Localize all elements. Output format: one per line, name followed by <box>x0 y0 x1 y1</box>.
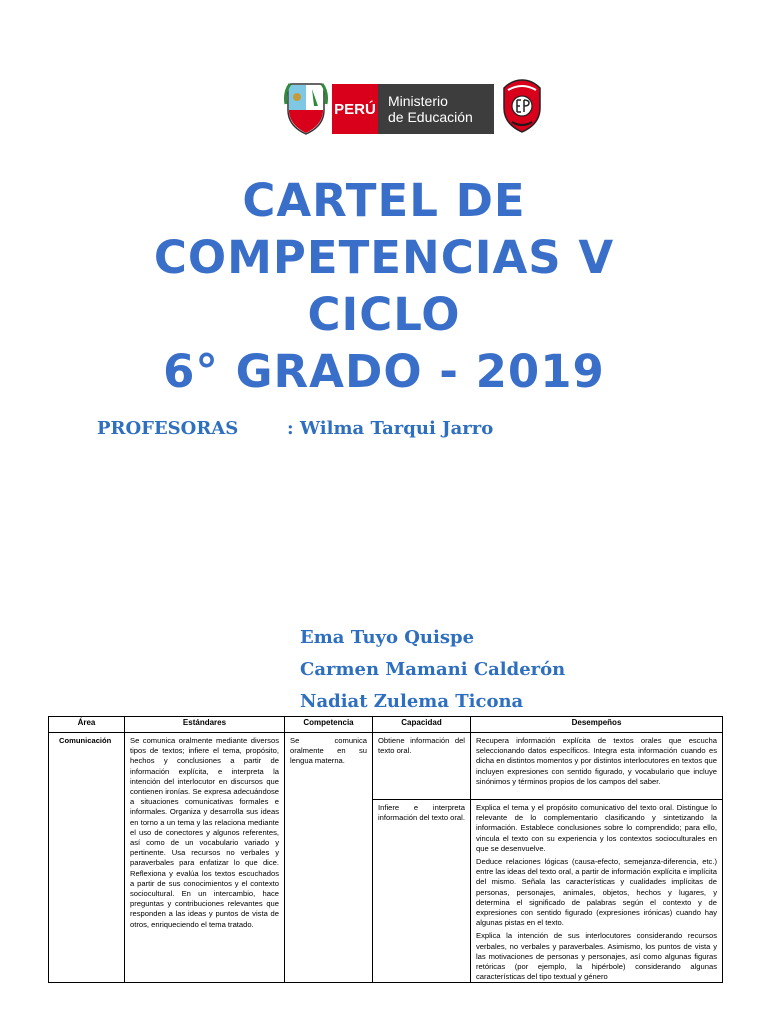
ministerio-logo-line1: Ministerio <box>388 93 448 109</box>
title-line-2: COMPETENCIAS V <box>153 231 615 284</box>
cell-capacidad-2: Infiere e interpreta información del texto oral. <box>373 800 471 983</box>
peru-coat-of-arms-icon <box>284 80 328 136</box>
desempeno-2c: Explica la intención de sus interlocutores considerando recursos verbales, no verbales y paraverbales. Asimismo, los puntos de vista y las motivaciones de personas y personajes, así como algunas figuras retóricas (por ejemplo, la hipérbole) considerando algunas características del tipo textual y género <box>476 931 717 982</box>
ministerio-logo-box <box>378 84 494 134</box>
desempeno-2b: Deduce relaciones lógicas (causa-efecto, semejanza-diferencia, etc.) entre las ideas del texto oral, a partir de información explícita e implícita del mismo. Señala las características y cualidades implícitas de personas, personajes, animales, objetos, hechos y lugares, y determina el significado de palabras según el contexto y de expresiones con sentido figurado (expresiones irónicas) cuando hay algunas pistas en el texto. <box>476 857 718 928</box>
profesoras-line <box>97 418 493 439</box>
header-estandares: Estándares <box>125 717 285 733</box>
header-capacidad: Capacidad <box>373 717 471 733</box>
title-line-4: 6° GRADO - 2019 <box>163 345 605 398</box>
cell-competencia: Se comunica oralmente en su lengua materna. <box>285 733 373 983</box>
peru-logo-text: PERÚ <box>334 100 376 118</box>
cell-area: Comunicación <box>49 733 125 983</box>
cell-estandar: Se comunica oralmente mediante diversos tipos de textos; infiere el tema, propósito, hechos y conclusiones a partir de información explícita, e interpreta la intención del interlocutor en discursos que contienen ironías. Se expresa adecuándose a situaciones comunicativas formales e informales. Organiza y desarrolla sus ideas en torno a un tema y las relaciona mediante el uso de conectores y algunos referentes, así como de un vocabulario variado y pertinente. Usa recursos no verbales y paraverbales para enfatizar lo que dice. Reflexiona y evalúa los textos escuchados a partir de sus conocimientos y el contexto sociocultural. En un intercambio, hace preguntas y contribuciones relevantes que responden a las ideas y puntos de vista de otros, enriqueciendo el tema tratado. <box>125 733 285 983</box>
cell-desempeno-1: Recupera información explícita de textos orales que escucha seleccionando datos específicos. Integra esta información cuando es dicha en distintos momentos y por distintos interlocutores en textos que incluyen expresiones con sentido figurado, y vocabulario que incluye sinónimos y términos propios de los campos del saber. <box>471 733 723 800</box>
profesora-first: : Wilma Tarqui Jarro <box>287 418 494 439</box>
school-shield-icon <box>500 78 544 134</box>
profesora-name-3: Nadiat Zulema Ticona <box>300 691 524 712</box>
profesora-name-1: Ema Tuyo Quispe <box>300 627 475 648</box>
document-title <box>0 172 768 400</box>
title-line-1: CARTEL DE <box>242 174 526 227</box>
header-competencia: Competencia <box>285 717 373 733</box>
header-area: Área <box>49 717 125 733</box>
cell-desempeno-2 <box>471 800 723 983</box>
table-header-row <box>49 717 723 733</box>
competencias-table <box>48 716 723 983</box>
table-row <box>49 733 723 800</box>
desempeno-2a: Explica el tema y el propósito comunicativo del texto oral. Distingue lo relevante de lo complementario clasificando y sintetizando la información. Establece conclusiones sobre lo comprendido; para ello, vincula el texto con su experiencia y los contextos socioculturales en que se desenvuelve. <box>476 803 717 853</box>
cell-capacidad-1: Obtiene información del texto oral. <box>373 733 471 800</box>
profesoras-label: PROFESORAS <box>97 418 239 439</box>
profesora-name-2: Carmen Mamani Calderón <box>300 659 566 680</box>
header-desempenos: Desempeños <box>471 717 723 733</box>
profesoras-names <box>300 622 565 718</box>
minedu-logo-bar <box>284 80 544 138</box>
peru-logo-box <box>332 84 378 134</box>
ministerio-logo-line2: de Educación <box>388 109 473 125</box>
title-line-3: CICLO <box>307 288 461 341</box>
